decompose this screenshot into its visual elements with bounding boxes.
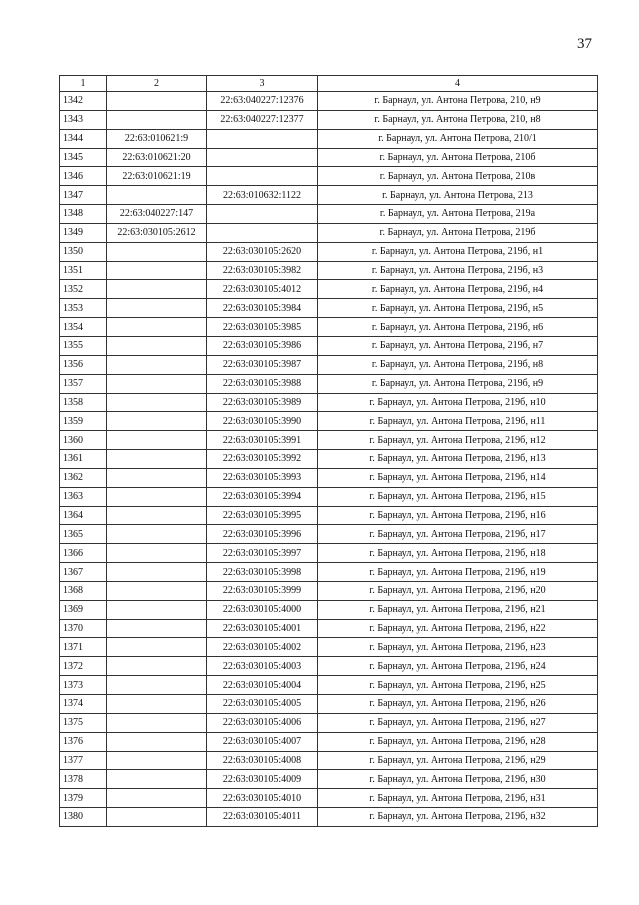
row-number-cell: 1372: [60, 657, 107, 676]
cadastral-number-cell: [107, 751, 207, 770]
address-cell: г. Барнаул, ул. Антона Петрова, 219б: [318, 223, 598, 242]
cadastral-number-cell: [107, 336, 207, 355]
cadastral-number-cell: [107, 506, 207, 525]
address-cell: г. Барнаул, ул. Антона Петрова, 219б, н4: [318, 280, 598, 299]
address-cell: г. Барнаул, ул. Антона Петрова, 219б, н16: [318, 506, 598, 525]
row-number-cell: 1361: [60, 450, 107, 469]
cadastral-number-building-cell: 22:63:030105:3995: [207, 506, 318, 525]
table-row: [60, 393, 598, 412]
table-row: [60, 657, 598, 676]
address-cell: г. Барнаул, ул. Антона Петрова, 219б, н11: [318, 412, 598, 431]
address-cell: г. Барнаул, ул. Антона Петрова, 210б: [318, 148, 598, 167]
cadastral-number-cell: [107, 713, 207, 732]
row-number-cell: 1355: [60, 336, 107, 355]
row-number-cell: 1353: [60, 299, 107, 318]
cadastral-number-cell: [107, 318, 207, 337]
cadastral-number-cell: [107, 110, 207, 129]
cadastral-number-cell: [107, 600, 207, 619]
cadastral-number-building-cell: 22:63:030105:4003: [207, 657, 318, 676]
cadastral-number-building-cell: 22:63:030105:4006: [207, 713, 318, 732]
row-number-cell: 1343: [60, 110, 107, 129]
table-row: [60, 412, 598, 431]
cadastral-number-cell: [107, 676, 207, 695]
cadastral-number-building-cell: 22:63:030105:2620: [207, 242, 318, 261]
cadastral-number-building-cell: 22:63:030105:3996: [207, 525, 318, 544]
table-row: [60, 544, 598, 563]
cadastral-number-cell: [107, 186, 207, 205]
cadastral-number-building-cell: 22:63:030105:3998: [207, 563, 318, 582]
row-number-cell: 1351: [60, 261, 107, 280]
cadastral-number-cell: [107, 789, 207, 808]
address-cell: г. Барнаул, ул. Антона Петрова, 219б, н5: [318, 299, 598, 318]
header-col-4: 4: [318, 76, 598, 92]
address-cell: г. Барнаул, ул. Антона Петрова, 210, н8: [318, 110, 598, 129]
row-number-cell: 1366: [60, 544, 107, 563]
cadastral-number-cell: [107, 242, 207, 261]
cadastral-number-building-cell: 22:63:030105:4007: [207, 732, 318, 751]
table-row: [60, 148, 598, 167]
row-number-cell: 1356: [60, 355, 107, 374]
table-row: [60, 506, 598, 525]
address-cell: г. Барнаул, ул. Антона Петрова, 219б, н8: [318, 355, 598, 374]
cadastral-number-cell: [107, 808, 207, 827]
row-number-cell: 1377: [60, 751, 107, 770]
row-number-cell: 1350: [60, 242, 107, 261]
address-cell: г. Барнаул, ул. Антона Петрова, 219б, н14: [318, 468, 598, 487]
row-number-cell: 1365: [60, 525, 107, 544]
address-cell: г. Барнаул, ул. Антона Петрова, 219б, н13: [318, 450, 598, 469]
cadastral-number-building-cell: 22:63:030105:3985: [207, 318, 318, 337]
table-row: [60, 205, 598, 224]
cadastral-number-building-cell: 22:63:030105:3987: [207, 355, 318, 374]
page-number: 37: [577, 36, 592, 52]
address-cell: г. Барнаул, ул. Антона Петрова, 219б, н15: [318, 487, 598, 506]
cadastral-number-cell: 22:63:010621:9: [107, 129, 207, 148]
cadastral-number-building-cell: 22:63:030105:4000: [207, 600, 318, 619]
cadastral-number-building-cell: 22:63:030105:4005: [207, 695, 318, 714]
address-cell: г. Барнаул, ул. Антона Петрова, 219б, н21: [318, 600, 598, 619]
cadastral-number-building-cell: 22:63:030105:3982: [207, 261, 318, 280]
cadastral-number-cell: [107, 450, 207, 469]
cadastral-number-building-cell: 22:63:030105:4001: [207, 619, 318, 638]
address-cell: г. Барнаул, ул. Антона Петрова, 219б, н32: [318, 808, 598, 827]
cadastral-number-cell: 22:63:030105:2612: [107, 223, 207, 242]
cadastral-number-cell: 22:63:010621:19: [107, 167, 207, 186]
cadastral-number-cell: [107, 695, 207, 714]
address-cell: г. Барнаул, ул. Антона Петрова, 210/1: [318, 129, 598, 148]
row-number-cell: 1354: [60, 318, 107, 337]
table-row: [60, 355, 598, 374]
address-cell: г. Барнаул, ул. Антона Петрова, 210в: [318, 167, 598, 186]
cadastral-number-building-cell: [207, 129, 318, 148]
header-col-3: 3: [207, 76, 318, 92]
table-row: [60, 581, 598, 600]
address-cell: г. Барнаул, ул. Антона Петрова, 219б, н22: [318, 619, 598, 638]
address-cell: г. Барнаул, ул. Антона Петрова, 219б, н23: [318, 638, 598, 657]
cadastral-number-cell: [107, 638, 207, 657]
address-cell: г. Барнаул, ул. Антона Петрова, 219б, н20: [318, 581, 598, 600]
row-number-cell: 1342: [60, 92, 107, 111]
cadastral-number-cell: [107, 525, 207, 544]
row-number-cell: 1344: [60, 129, 107, 148]
header-col-1: 1: [60, 76, 107, 92]
cadastral-number-cell: [107, 412, 207, 431]
row-number-cell: 1352: [60, 280, 107, 299]
cadastral-number-building-cell: 22:63:030105:3999: [207, 581, 318, 600]
table-row: [60, 676, 598, 695]
row-number-cell: 1349: [60, 223, 107, 242]
cadastral-number-cell: [107, 261, 207, 280]
cadastral-number-cell: [107, 619, 207, 638]
row-number-cell: 1370: [60, 619, 107, 638]
cadastral-number-building-cell: 22:63:030105:3993: [207, 468, 318, 487]
row-number-cell: 1380: [60, 808, 107, 827]
row-number-cell: 1373: [60, 676, 107, 695]
address-cell: г. Барнаул, ул. Антона Петрова, 219б, н10: [318, 393, 598, 412]
table-row: [60, 318, 598, 337]
cadastral-number-cell: [107, 355, 207, 374]
address-cell: г. Барнаул, ул. Антона Петрова, 219б, н6: [318, 318, 598, 337]
cadastral-number-cell: [107, 374, 207, 393]
table-row: [60, 638, 598, 657]
address-cell: г. Барнаул, ул. Антона Петрова, 219б, н26: [318, 695, 598, 714]
cadastral-number-building-cell: 22:63:030105:3989: [207, 393, 318, 412]
cadastral-number-building-cell: 22:63:030105:3984: [207, 299, 318, 318]
cadastral-number-building-cell: 22:63:030105:3997: [207, 544, 318, 563]
table-row: [60, 431, 598, 450]
row-number-cell: 1362: [60, 468, 107, 487]
cadastral-number-building-cell: 22:63:030105:3994: [207, 487, 318, 506]
cadastral-number-building-cell: 22:63:030105:4002: [207, 638, 318, 657]
table-row: [60, 695, 598, 714]
row-number-cell: 1367: [60, 563, 107, 582]
row-number-cell: 1376: [60, 732, 107, 751]
row-number-cell: 1368: [60, 581, 107, 600]
cadastral-number-building-cell: [207, 205, 318, 224]
row-number-cell: 1364: [60, 506, 107, 525]
cadastral-number-cell: [107, 431, 207, 450]
cadastral-number-cell: 22:63:040227:147: [107, 205, 207, 224]
cadastral-number-building-cell: 22:63:030105:3992: [207, 450, 318, 469]
cadastral-number-building-cell: 22:63:040227:12377: [207, 110, 318, 129]
cadastral-number-cell: [107, 393, 207, 412]
row-number-cell: 1358: [60, 393, 107, 412]
table-row: [60, 167, 598, 186]
cadastral-number-cell: [107, 280, 207, 299]
table-row: [60, 713, 598, 732]
table-row: [60, 242, 598, 261]
row-number-cell: 1347: [60, 186, 107, 205]
table-row: [60, 487, 598, 506]
cadastral-number-cell: 22:63:010621:20: [107, 148, 207, 167]
table-row: [60, 223, 598, 242]
table-row: [60, 299, 598, 318]
table-row: [60, 600, 598, 619]
row-number-cell: 1369: [60, 600, 107, 619]
row-number-cell: 1378: [60, 770, 107, 789]
cadastral-number-cell: [107, 732, 207, 751]
cadastral-number-building-cell: 22:63:030105:3986: [207, 336, 318, 355]
table-row: [60, 468, 598, 487]
row-number-cell: 1346: [60, 167, 107, 186]
address-cell: г. Барнаул, ул. Антона Петрова, 219б, н3: [318, 261, 598, 280]
address-cell: г. Барнаул, ул. Антона Петрова, 219б, н25: [318, 676, 598, 695]
cadastral-number-cell: [107, 544, 207, 563]
address-cell: г. Барнаул, ул. Антона Петрова, 219б, н29: [318, 751, 598, 770]
address-table: [59, 75, 598, 827]
row-number-cell: 1357: [60, 374, 107, 393]
cadastral-number-building-cell: 22:63:030105:4012: [207, 280, 318, 299]
cadastral-number-cell: [107, 563, 207, 582]
row-number-cell: 1345: [60, 148, 107, 167]
address-cell: г. Барнаул, ул. Антона Петрова, 219б, н12: [318, 431, 598, 450]
address-cell: г. Барнаул, ул. Антона Петрова, 219б, н24: [318, 657, 598, 676]
cadastral-number-cell: [107, 581, 207, 600]
table-row: [60, 280, 598, 299]
row-number-cell: 1359: [60, 412, 107, 431]
address-cell: г. Барнаул, ул. Антона Петрова, 219б, н1: [318, 242, 598, 261]
address-cell: г. Барнаул, ул. Антона Петрова, 219б, н27: [318, 713, 598, 732]
address-cell: г. Барнаул, ул. Антона Петрова, 219б, н28: [318, 732, 598, 751]
table-row: [60, 770, 598, 789]
address-cell: г. Барнаул, ул. Антона Петрова, 219б, н9: [318, 374, 598, 393]
row-number-cell: 1360: [60, 431, 107, 450]
table-row: [60, 92, 598, 111]
row-number-cell: 1348: [60, 205, 107, 224]
cadastral-number-cell: [107, 487, 207, 506]
cadastral-number-building-cell: 22:63:030105:4011: [207, 808, 318, 827]
cadastral-number-building-cell: 22:63:030105:4008: [207, 751, 318, 770]
table-row: [60, 374, 598, 393]
cadastral-number-building-cell: 22:63:030105:3988: [207, 374, 318, 393]
cadastral-number-cell: [107, 92, 207, 111]
table-row: [60, 789, 598, 808]
cadastral-number-building-cell: 22:63:040227:12376: [207, 92, 318, 111]
cadastral-number-cell: [107, 657, 207, 676]
table-row: [60, 110, 598, 129]
cadastral-number-cell: [107, 468, 207, 487]
table-row: [60, 450, 598, 469]
address-cell: г. Барнаул, ул. Антона Петрова, 219б, н30: [318, 770, 598, 789]
table-row: [60, 129, 598, 148]
address-cell: г. Барнаул, ул. Антона Петрова, 219б, н31: [318, 789, 598, 808]
address-cell: г. Барнаул, ул. Антона Петрова, 213: [318, 186, 598, 205]
cadastral-number-building-cell: [207, 148, 318, 167]
table-header-row: [60, 76, 598, 92]
row-number-cell: 1374: [60, 695, 107, 714]
row-number-cell: 1379: [60, 789, 107, 808]
cadastral-number-building-cell: 22:63:030105:4009: [207, 770, 318, 789]
cadastral-number-building-cell: 22:63:030105:3991: [207, 431, 318, 450]
row-number-cell: 1371: [60, 638, 107, 657]
table-row: [60, 732, 598, 751]
address-cell: г. Барнаул, ул. Антона Петрова, 219б, н7: [318, 336, 598, 355]
cadastral-number-building-cell: 22:63:030105:4004: [207, 676, 318, 695]
cadastral-number-building-cell: 22:63:030105:3990: [207, 412, 318, 431]
table-row: [60, 563, 598, 582]
address-cell: г. Барнаул, ул. Антона Петрова, 219б, н19: [318, 563, 598, 582]
cadastral-number-building-cell: [207, 167, 318, 186]
row-number-cell: 1363: [60, 487, 107, 506]
table-row: [60, 808, 598, 827]
address-cell: г. Барнаул, ул. Антона Петрова, 210, н9: [318, 92, 598, 111]
table-row: [60, 525, 598, 544]
table-row: [60, 619, 598, 638]
cadastral-number-cell: [107, 770, 207, 789]
cadastral-number-building-cell: 22:63:010632:1122: [207, 186, 318, 205]
cadastral-number-building-cell: [207, 223, 318, 242]
cadastral-number-building-cell: 22:63:030105:4010: [207, 789, 318, 808]
table-row: [60, 751, 598, 770]
cadastral-number-cell: [107, 299, 207, 318]
header-col-2: 2: [107, 76, 207, 92]
table-row: [60, 336, 598, 355]
table-row: [60, 261, 598, 280]
address-cell: г. Барнаул, ул. Антона Петрова, 219б, н18: [318, 544, 598, 563]
address-cell: г. Барнаул, ул. Антона Петрова, 219а: [318, 205, 598, 224]
address-cell: г. Барнаул, ул. Антона Петрова, 219б, н17: [318, 525, 598, 544]
row-number-cell: 1375: [60, 713, 107, 732]
table-row: [60, 186, 598, 205]
